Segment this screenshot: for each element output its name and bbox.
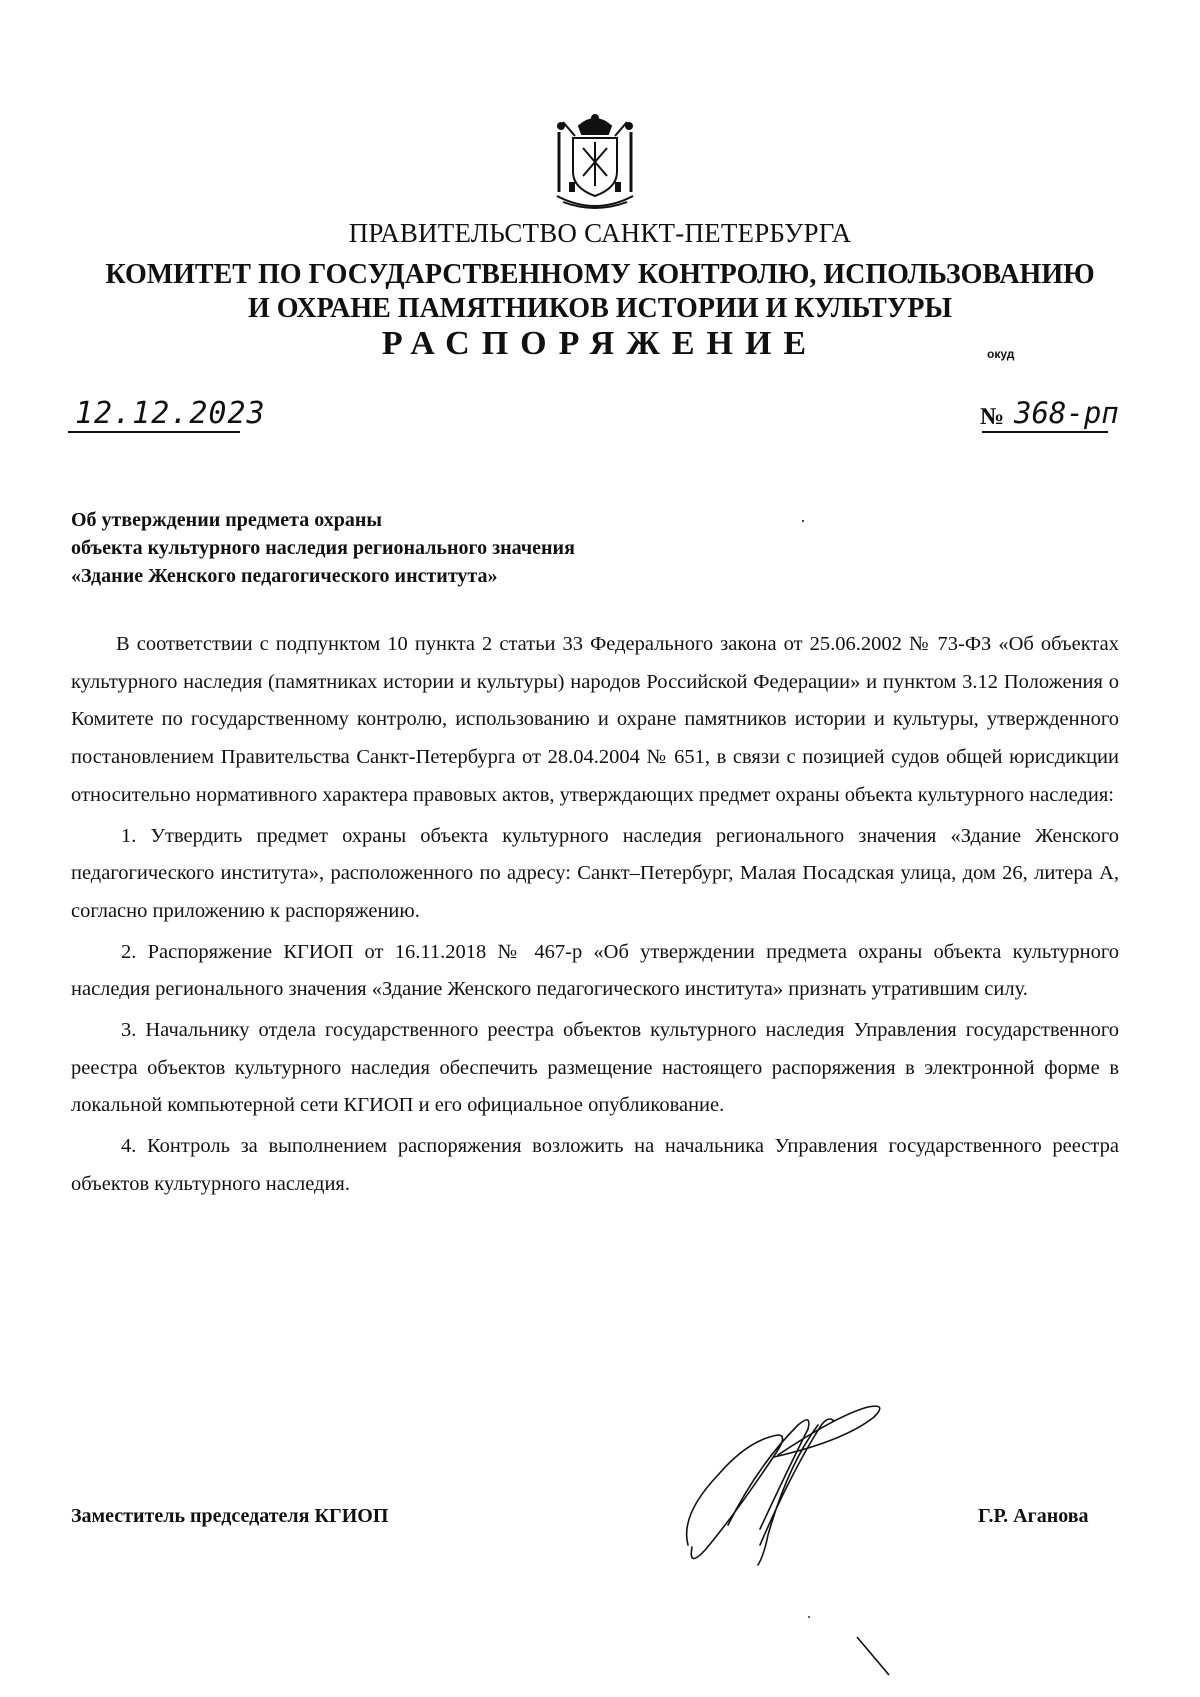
government-name: ПРАВИТЕЛЬСТВО САНКТ-ПЕТЕРБУРГА [348,218,852,248]
scan-speck [802,520,804,522]
number-prefix: № [980,404,1005,430]
scan-stroke-mark [855,1635,895,1680]
document-type: РАСПОРЯЖЕНИЕ [381,325,819,362]
signatory-title: Заместитель председателя КГИОП [71,1505,389,1527]
document-subject [71,506,771,590]
item-4: 4. Контроль за выполнением распоряжения возложить на начальника Управления государственного реестра объектов культурного наследия. [71,1135,1119,1195]
committee-line-2: И ОХРАНЕ ПАМЯТНИКОВ ИСТОРИИ И КУЛЬТУРЫ [248,293,952,324]
document-number: 368-рп [1014,396,1119,430]
committee-line-1: КОМИТЕТ ПО ГОСУДАРСТВЕННОМУ КОНТРОЛЮ, ИСПОЛЬЗОВАНИЮ [105,259,1095,290]
number-underline [982,431,1108,433]
item-1: 1. Утвердить предмет охраны объекта культурного наследия регионального значения «Здание Женского педагогического института», расположенного по адресу: Санкт–Петербург, Малая Посадская улица, дом 26, литера А, согласно приложению к распоряжению. [71,824,1119,922]
intro-paragraph: В соответствии с подпунктом 10 пункта 2 статьи 33 Федерального закона от 25.06.2002 № 73-ФЗ «Об объектах культурного наследия (памятниках истории и культуры) народов Российской Федерации» и пунктом 3.12 Положения о Комитете по государственному контролю, использованию и охране памятников истории и культуры, утвержденного постановлением Правительства Санкт-Петербурга от 28.04.2004 № 651, в связи с позицией судов общей юрисдикции относительно нормативного характера правовых актов, утверждающих предмет охраны объекта культурного наследия: [71,633,1119,806]
handwritten-signature [668,1395,908,1585]
item-3: 3. Начальнику отдела государственного реестра объектов культурного наследия Управления государственного реестра объектов культурного наследия обеспечить размещение настоящего распоряжения в электронной форме в локальной компьютерной сети КГИОП и его официальное опубликование. [71,1019,1119,1117]
subject-line-1: Об утверждении предмета охраны [71,509,382,531]
okud-label: окуд [987,347,1015,361]
scan-speck [808,1616,810,1618]
coat-of-arms-icon [549,112,641,212]
date-underline [68,431,240,433]
committee-name [0,258,1200,326]
subject-line-3: «Здание Женского педагогического института» [71,565,498,587]
document-body [71,626,1119,1204]
item-2: 2. Распоряжение КГИОП от 16.11.2018 № 467-р «Об утверждении предмета охраны объекта культурного наследия регионального значения «Здание Женского педагогического института» признать утратившим силу. [71,940,1119,1001]
signatory-name: Г.Р. Аганова [978,1505,1089,1527]
document-date: 12.12.2023 [75,396,266,431]
subject-line-2: объекта культурного наследия регионального значения [71,537,575,559]
